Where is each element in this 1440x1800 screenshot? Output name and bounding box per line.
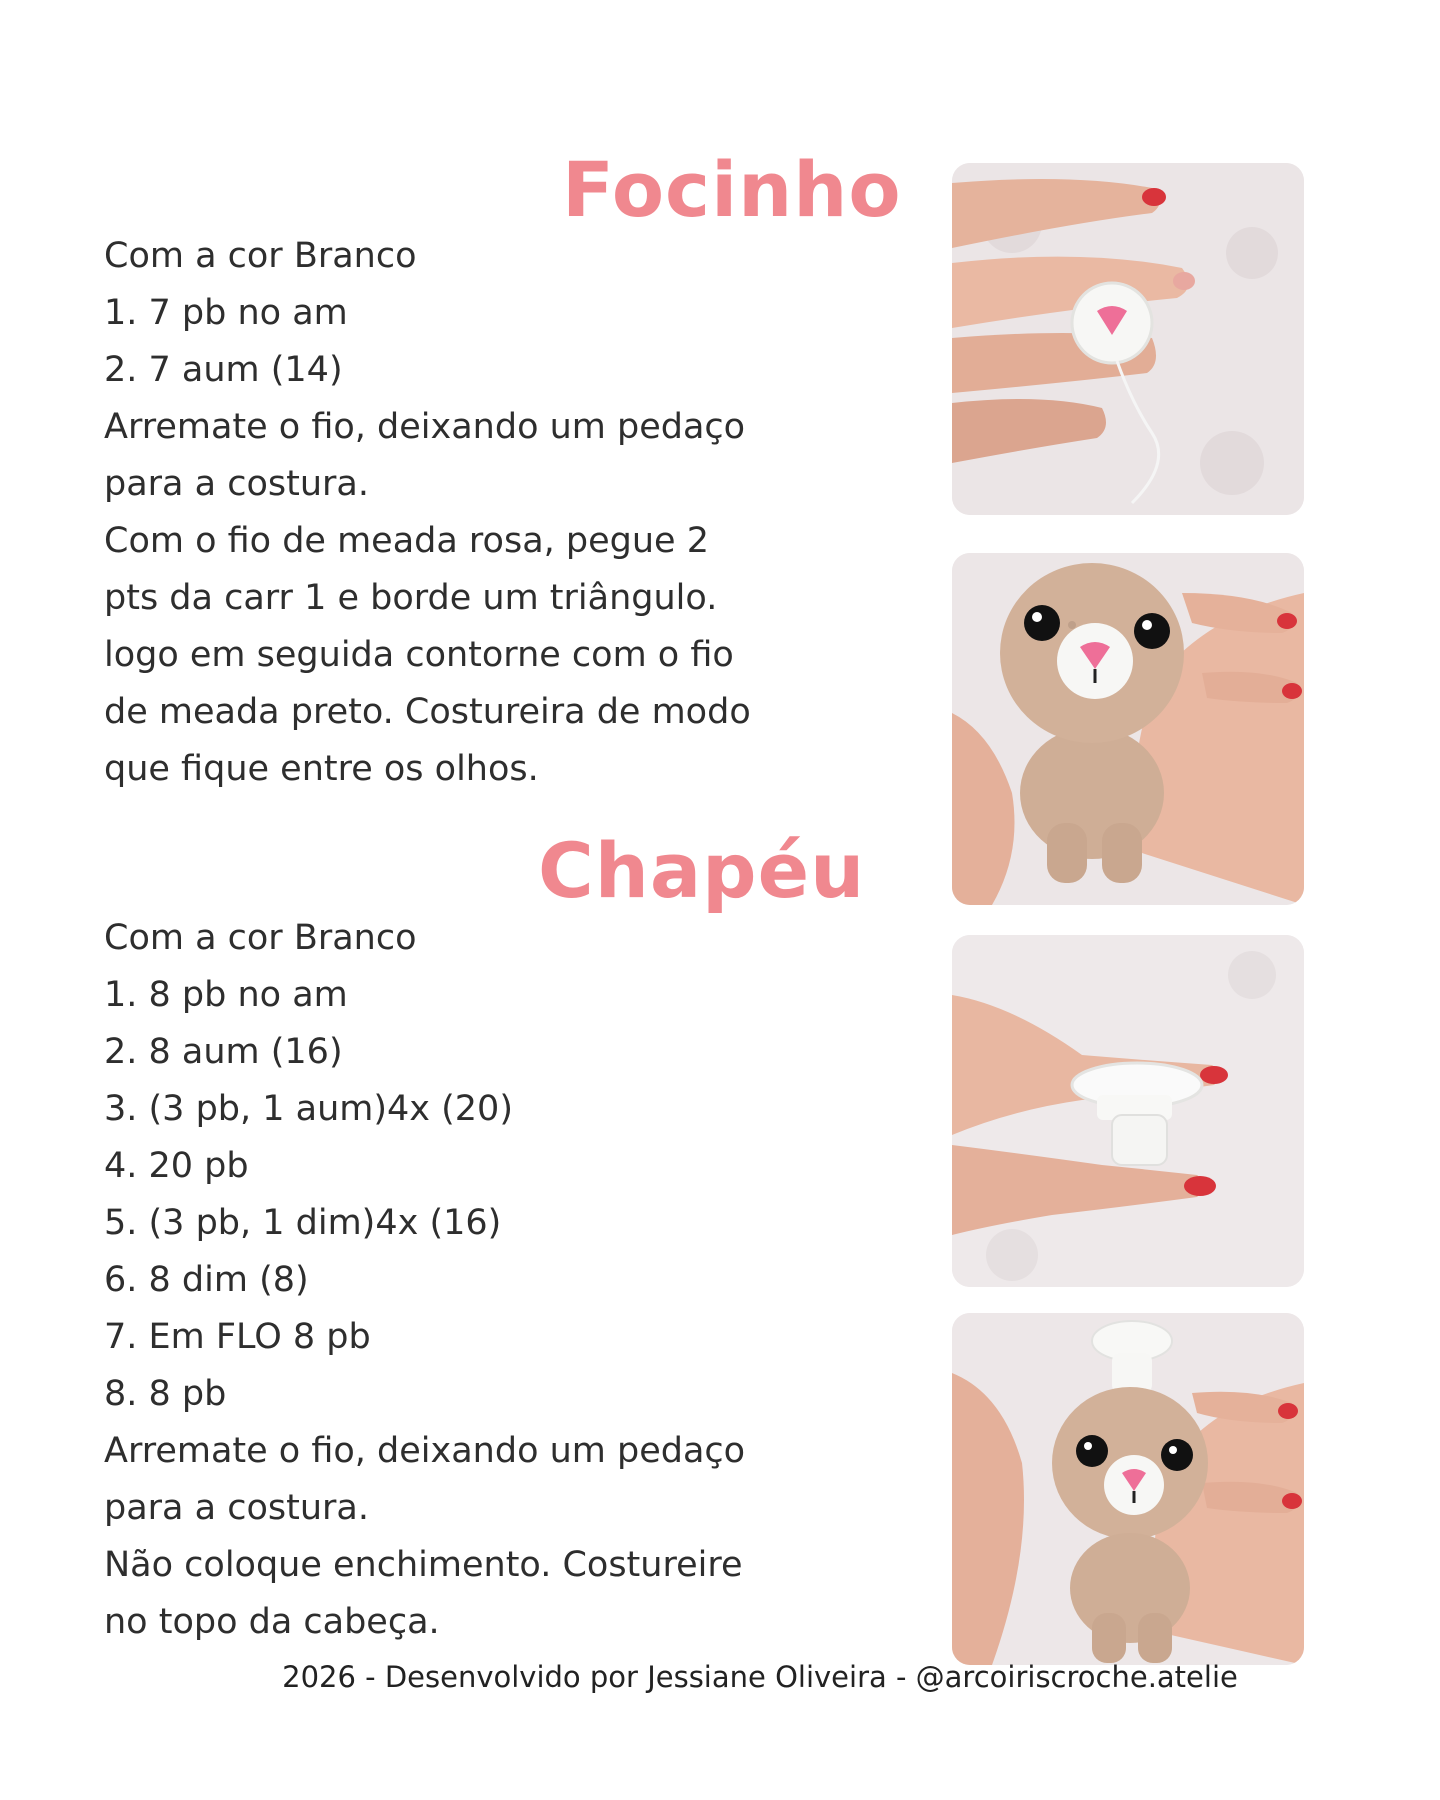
instruction-line: Com a cor Branco (104, 918, 417, 958)
photo-snout (952, 163, 1304, 515)
instruction-line: para a costura. (104, 464, 369, 504)
instruction-line: para a costura. (104, 1488, 369, 1528)
footer-credit: 2026 - Desenvolvido por Jessiane Oliveira - @arcoiriscroche.atelie (282, 1660, 1238, 1694)
instruction-line: Arremate o fio, deixando um pedaço (104, 1431, 746, 1471)
instruction-line: 4. 20 pb (104, 1146, 249, 1186)
instruction-line: Não coloque enchimento. Costureire (104, 1545, 743, 1585)
instruction-line: pts da carr 1 e borde um triângulo. (104, 578, 718, 618)
instruction-line: que fique entre os olhos. (104, 749, 539, 789)
chapeu-instructions (104, 910, 864, 1651)
section-title-chapeu: Chapéu (538, 826, 866, 915)
instruction-line: 2. 8 aum (16) (104, 1032, 343, 1072)
instruction-line: 2. 7 aum (14) (104, 350, 343, 390)
instruction-line: 7. Em FLO 8 pb (104, 1317, 371, 1357)
hat-photo-illustration (952, 935, 1304, 1287)
instruction-line: Com o fio de meada rosa, pegue 2 (104, 521, 709, 561)
instruction-line: de meada preto. Costureira de modo (104, 692, 751, 732)
snout-photo-illustration (952, 163, 1304, 515)
focinho-instructions (104, 228, 864, 798)
instruction-line: 5. (3 pb, 1 dim)4x (16) (104, 1203, 502, 1243)
instruction-line: 3. (3 pb, 1 aum)4x (20) (104, 1089, 513, 1129)
instruction-line: Com a cor Branco (104, 236, 417, 276)
instruction-line: no topo da cabeça. (104, 1602, 440, 1642)
photo-chef-hat (952, 935, 1304, 1287)
bear-hat-photo-illustration (952, 1313, 1304, 1665)
instruction-line: 8. 8 pb (104, 1374, 227, 1414)
instruction-line: 1. 7 pb no am (104, 293, 348, 333)
instruction-line: logo em seguida contorne com o fio (104, 635, 734, 675)
bear-photo-illustration (952, 553, 1304, 905)
instruction-line: 1. 8 pb no am (104, 975, 348, 1015)
instruction-line: 6. 8 dim (8) (104, 1260, 309, 1300)
section-title-focinho: Focinho (562, 145, 902, 234)
photo-bear-hat (952, 1313, 1304, 1665)
photo-bear-snout (952, 553, 1304, 905)
instruction-line: Arremate o fio, deixando um pedaço (104, 407, 746, 447)
